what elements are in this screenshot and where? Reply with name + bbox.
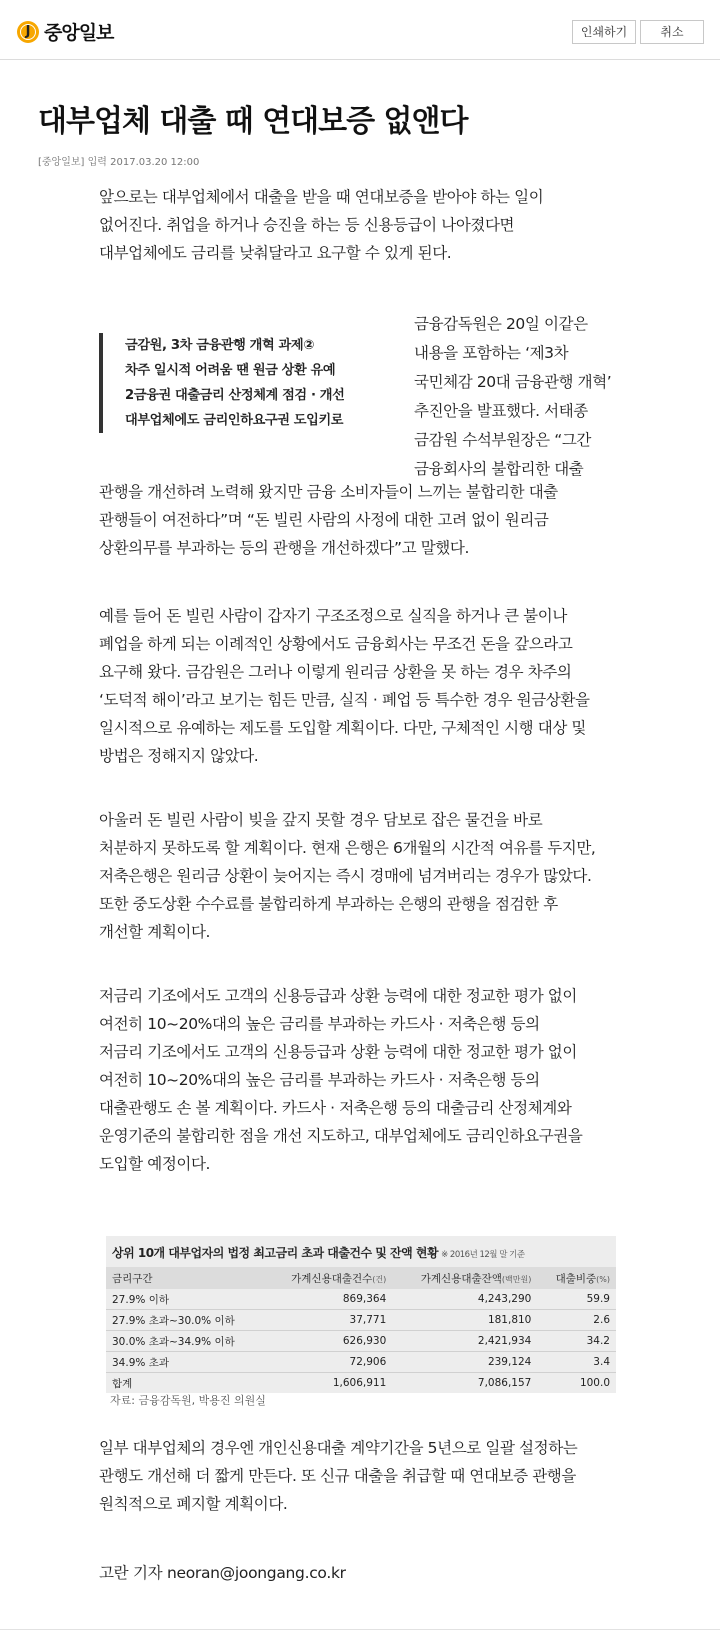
header-range: 금리구간 (106, 1267, 265, 1289)
cancel-button[interactable]: 취소 (640, 20, 704, 44)
paragraph-1-side (414, 310, 634, 484)
text-line: 일부 대부업체의 경우엔 개인신용대출 계약기간을 5년으로 일괄 설정하는 (99, 1439, 578, 1457)
cell-range: 34.9% 초과 (106, 1352, 265, 1373)
cell-range: 합계 (112, 1377, 133, 1390)
table-row (106, 1331, 616, 1352)
text-line: 여전히 10~20%대의 높은 금리를 부과하는 카드사 · 저축은행 등의 (99, 1071, 540, 1089)
cell-balance: 2,421,934 (392, 1331, 537, 1352)
cell-count: 626,930 (265, 1331, 392, 1352)
cell-count: 1,606,911 (332, 1377, 387, 1389)
text-line: 금감원 수석부원장은 “그간 (414, 431, 591, 449)
cell-count: 37,771 (265, 1310, 392, 1331)
text-line: 개선할 계획이다. (99, 923, 211, 941)
cell-range: 27.9% 초과~30.0% 이하 (106, 1310, 265, 1331)
text-line: 도입할 예정이다. (99, 1155, 211, 1173)
text-line: 저금리 기조에서도 고객의 신용등급과 상환 능력에 대한 정교한 평가 없이 (99, 987, 577, 1005)
joongang-logo-icon: J (17, 21, 39, 43)
text-line: 상환의무를 부과하는 등의 관행을 개선하겠다”고 말했다. (99, 539, 469, 557)
loan-statistics-table (106, 1236, 616, 1393)
text-line: 일시적으로 유예하는 제도를 도입할 계획이다. 다만, 구체적인 시행 대상 및 (99, 719, 586, 737)
text-line: 없어진다. 취업을 하거나 승진을 하는 등 신용등급이 나아졌다면 (99, 216, 515, 234)
table-row (106, 1352, 616, 1373)
article-summary-box (99, 333, 393, 433)
text-line: 운영기준의 불합리한 점을 개선 지도하고, 대부업체에도 금리인하요구권을 (99, 1127, 583, 1145)
table-title: 상위 10개 대부업자의 법정 최고금리 초과 대출건수 및 잔액 현황 ※ 2016년 12월 말 기준 (112, 1246, 525, 1260)
summary-line: 금감원, 3차 금융관행 개혁 과제② (125, 338, 314, 353)
paragraph-1-rest (99, 478, 629, 562)
text-line: 저금리 기조에서도 고객의 신용등급과 상환 능력에 대한 정교한 평가 없이 (99, 1043, 577, 1061)
text-line: 국민체감 20대 금융관행 개혁’ (414, 373, 612, 391)
paragraph-4 (99, 982, 629, 1178)
text-line: 처분하지 못하도록 할 계획이다. 현재 은행은 6개월의 시간적 여유를 두지만, (99, 839, 596, 857)
article-meta: [중앙일보] 입력 2017.03.20 12:00 (38, 157, 200, 168)
paragraph-3 (99, 806, 629, 946)
text-line: 관행도 개선해 더 짧게 만든다. 또 신규 대출을 취급할 때 연대보증 관행을 (99, 1467, 576, 1485)
cell-share: 34.2 (537, 1331, 616, 1352)
text-line: 대부업체에도 금리를 낮춰달라고 요구할 수 있게 된다. (99, 244, 452, 262)
text-line: 금융감독원은 20일 이같은 (414, 315, 588, 333)
data-table (106, 1267, 616, 1393)
page-header (0, 0, 720, 60)
paragraph-2 (99, 602, 629, 770)
cell-share: 2.6 (537, 1310, 616, 1331)
text-line: 추진안을 발표했다. 서태종 (414, 402, 588, 420)
text-line: 내용을 포함하는 ‘제3차 (414, 344, 569, 362)
text-line: ‘도덕적 해이’라고 보기는 힘든 만큼, 실직 · 폐업 등 특수한 경우 원금상환을 (99, 691, 590, 709)
table-source: 자료: 금융감독원, 박용진 의원실 (110, 1394, 266, 1407)
cell-balance: 4,243,290 (392, 1289, 537, 1310)
cell-balance: 7,086,157 (477, 1377, 532, 1389)
text-line: 요구해 왔다. 금감원은 그러나 이렇게 원리금 상환을 못 하는 경우 차주의 (99, 663, 572, 681)
header-balance: 가계신용대출잔액(백만원) (392, 1267, 537, 1289)
text-line: 폐업을 하게 되는 이례적인 상황에서도 금융회사는 무조건 돈을 갚으라고 (99, 635, 573, 653)
text-line: 아울러 돈 빌린 사람이 빚을 갚지 못할 경우 담보로 잡은 물건을 바로 (99, 811, 543, 829)
cell-balance: 181,810 (392, 1310, 537, 1331)
table-row (106, 1289, 616, 1310)
cell-share: 3.4 (537, 1352, 616, 1373)
header-count: 가계신용대출건수(건) (265, 1267, 392, 1289)
summary-line: 2금융권 대출금리 산정체계 점검 · 개선 (125, 388, 345, 403)
text-line: 방법은 정해지지 않았다. (99, 747, 259, 765)
text-line: 또한 중도상환 수수료를 불합리하게 부과하는 은행의 관행을 점검한 후 (99, 895, 558, 913)
table-row (106, 1310, 616, 1331)
header-share: 대출비중(%) (537, 1267, 616, 1289)
cell-count: 72,906 (265, 1352, 392, 1373)
summary-line: 차주 일시적 어려움 땐 원금 상환 유예 (125, 363, 336, 378)
cell-share: 59.9 (537, 1289, 616, 1310)
text-line: 관행들이 여전하다”며 “돈 빌린 사람의 사정에 대한 고려 없이 원리금 (99, 511, 549, 529)
table-note: ※ 2016년 12월 말 기준 (441, 1250, 525, 1260)
cell-range: 30.0% 초과~34.9% 이하 (106, 1331, 265, 1352)
text-line: 금융회사의 불합리한 대출 (414, 460, 584, 478)
footer-divider (0, 1629, 720, 1630)
text-line: 저축은행은 원리금 상환이 늦어지는 즉시 경매에 넘겨버리는 경우가 많았다. (99, 867, 592, 885)
text-line: 여전히 10~20%대의 높은 금리를 부과하는 카드사 · 저축은행 등의 (99, 1015, 540, 1033)
article-title: 대부업체 대출 때 연대보증 없앤다 (38, 104, 468, 139)
reporter-byline: 고란 기자 neoran@joongang.co.kr (99, 1564, 346, 1582)
cell-range: 27.9% 이하 (106, 1289, 265, 1310)
cell-share: 100.0 (579, 1377, 610, 1389)
logo-text: 중앙일보 (44, 22, 114, 44)
summary-line: 대부업체에도 금리인하요구권 도입키로 (125, 413, 344, 428)
text-line: 관행을 개선하려 노력해 왔지만 금융 소비자들이 느끼는 불합리한 대출 (99, 483, 558, 501)
print-button[interactable]: 인쇄하기 (572, 20, 636, 44)
table-total-row (106, 1373, 616, 1394)
joongang-logo[interactable] (17, 18, 113, 45)
table-header-row (106, 1267, 616, 1289)
text-line: 대출관행도 손 볼 계획이다. 카드사 · 저축은행 등의 대출금리 산정체계와 (99, 1099, 572, 1117)
cell-balance: 239,124 (392, 1352, 537, 1373)
article-intro (99, 183, 629, 267)
text-line: 예를 들어 돈 빌린 사람이 갑자기 구조조정으로 실직을 하거나 큰 불이나 (99, 607, 567, 625)
cell-count: 869,364 (265, 1289, 392, 1310)
paragraph-5 (99, 1434, 629, 1518)
text-line: 앞으로는 대부업체에서 대출을 받을 때 연대보증을 받아야 하는 일이 (99, 188, 544, 206)
text-line: 원칙적으로 폐지할 계획이다. (99, 1495, 288, 1513)
